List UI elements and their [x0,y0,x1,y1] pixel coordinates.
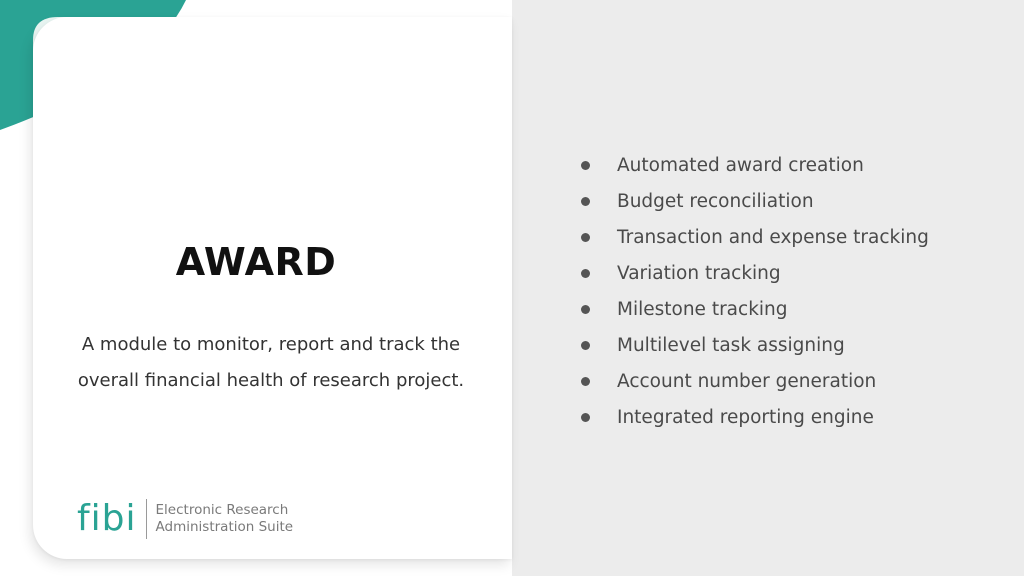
feature-item [578,399,929,435]
description-line: A module to monitor, report and track the [81,334,461,355]
description-line: overall financial health of research project. [77,370,465,391]
bullet-icon [581,341,590,350]
logo-tagline-line: Electronic Research [155,502,289,518]
module-description [33,327,509,399]
module-title: AWARD [175,240,337,284]
feature-item [578,219,929,255]
feature-label: Transaction and expense tracking [617,226,929,248]
bullet-icon [581,197,590,206]
feature-label: Multilevel task assigning [617,334,845,356]
feature-label: Automated award creation [617,154,864,176]
feature-list [578,147,929,435]
feature-label: Variation tracking [617,262,781,284]
bullet-icon [581,413,590,422]
feature-label: Account number generation [617,370,877,392]
bullet-icon [581,269,590,278]
fibi-logo [77,497,293,541]
feature-label: Integrated reporting engine [617,406,874,428]
feature-item [578,255,929,291]
content-card [33,17,512,559]
feature-label: Milestone tracking [617,298,788,320]
bullet-icon [581,377,590,386]
logo-tagline [156,502,294,536]
bullet-icon [581,305,590,314]
feature-item [578,363,929,399]
bullet-icon [581,233,590,242]
logo-wordmark: fibi [77,498,137,539]
feature-item [578,291,929,327]
feature-label: Budget reconciliation [617,190,814,212]
feature-item [578,327,929,363]
logo-tagline-line: Administration Suite [155,519,294,535]
feature-item [578,147,929,183]
logo-divider [146,499,147,539]
feature-item [578,183,929,219]
bullet-icon [581,161,590,170]
